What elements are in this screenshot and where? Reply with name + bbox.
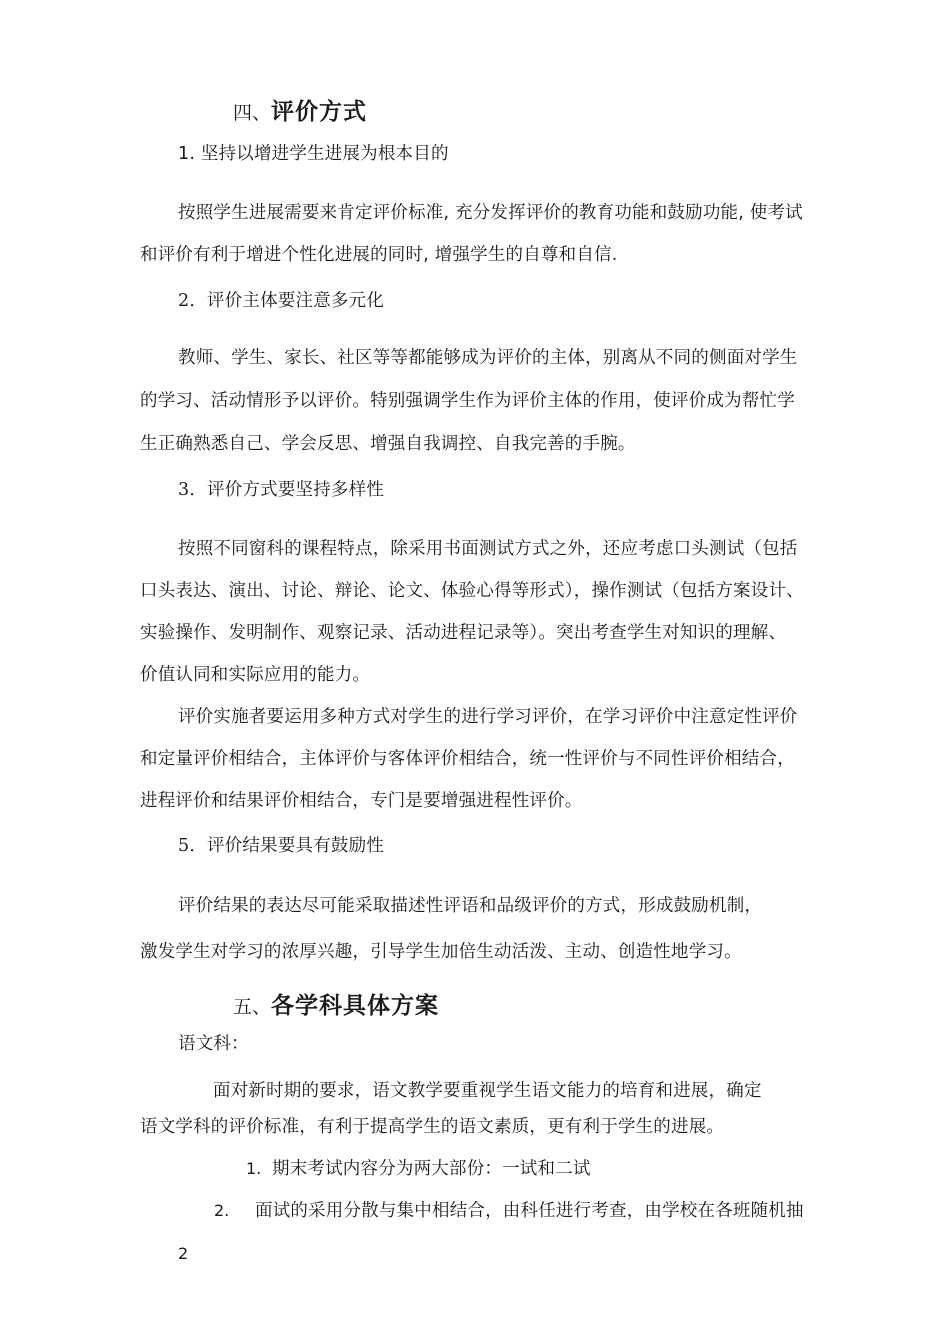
item-2-heading: 2．评价主体要注意多元化 bbox=[178, 291, 385, 311]
item-3-paragraph2-line: 进程评价和结果评价相结合，专门是要增强进程性评价。 bbox=[140, 791, 583, 811]
section-4-title: 评价方式 bbox=[271, 99, 368, 125]
list-item-number: 1. bbox=[246, 1159, 262, 1178]
section-5-title: 各学科具体方案 bbox=[271, 993, 440, 1019]
section-5-prefix: 五、 bbox=[233, 996, 272, 1018]
intro-paragraph-line: 语文学科的评价标准，有利于提高学生的语文素质，更有利于学生的进展。 bbox=[140, 1117, 725, 1137]
section-5-heading bbox=[233, 990, 439, 1024]
item-3-paragraph2-line: 评价实施者要运用多种方式对学生的进行学习评价，在学习评价中注意定性评价 bbox=[178, 707, 798, 727]
list-item-text: 面试的采用分散与集中相结合，由科任进行考查，由学校在各班随机抽 bbox=[255, 1201, 804, 1221]
item-5-heading: 5．评价结果要具有鼓励性 bbox=[178, 836, 385, 856]
page-number: 2 bbox=[178, 1244, 189, 1263]
item-1-paragraph-line: 按照学生进展需要来肯定评价标准, 充分发挥评价的教育功能和鼓励功能, 使考试 bbox=[178, 203, 803, 223]
item-3-paragraph2-line: 和定量评价相结合，主体评价与客体评价相结合，统一性评价与不同性评价相结合， bbox=[140, 749, 795, 769]
item-3-heading: 3．评价方式要坚持多样性 bbox=[178, 480, 385, 500]
item-3-paragraph-line: 按照不同窗科的课程特点，除采用书面测试方式之外，还应考虑口头测试（包括 bbox=[178, 539, 798, 559]
item-1-paragraph-line: 和评价有利于增进个性化进展的同时, 增强学生的自尊和自信. bbox=[140, 245, 618, 265]
item-2-paragraph-line: 的学习、活动情形予以评价。特别强调学生作为评价主体的作用，使评价成为帮忙学 bbox=[140, 391, 795, 411]
item-1-heading: 1. 坚持以增进学生进展为根本目的 bbox=[178, 144, 449, 164]
intro-paragraph-line: 面对新时期的要求，语文教学要重视学生语文能力的培育和进展，确定 bbox=[213, 1081, 762, 1101]
list-item-number: 2. bbox=[214, 1201, 230, 1220]
section-4-prefix: 四、 bbox=[233, 102, 272, 124]
item-3-paragraph-line: 价值认同和实际应用的能力。 bbox=[140, 665, 371, 685]
subject-label: 语文科： bbox=[178, 1034, 249, 1054]
item-2-paragraph-line: 教师、学生、家长、社区等等都能够成为评价的主体，别离从不同的侧面对学生 bbox=[178, 348, 798, 368]
item-2-paragraph-line: 生正确熟悉自己、学会反思、增强自我调控、自我完善的手腕。 bbox=[140, 434, 636, 454]
section-4-heading bbox=[233, 96, 367, 130]
item-5-paragraph-line: 评价结果的表达尽可能采取描述性评语和品级评价的方式，形成鼓励机制， bbox=[178, 896, 763, 916]
item-3-paragraph-line: 口头表达、演出、讨论、辩论、论文、体验心得等形式），操作测试（包括方案设计、 bbox=[140, 581, 804, 601]
item-5-paragraph-line: 激发学生对学习的浓厚兴趣，引导学生加倍生动活泼、主动、创造性地学习。 bbox=[140, 942, 742, 962]
list-item-text: 期末考试内容分为两大部份：一试和二试 bbox=[272, 1159, 591, 1179]
item-3-paragraph-line: 实验操作、发明制作、观察记录、活动进程记录等）。突出考查学生对知识的理解、 bbox=[140, 623, 787, 643]
